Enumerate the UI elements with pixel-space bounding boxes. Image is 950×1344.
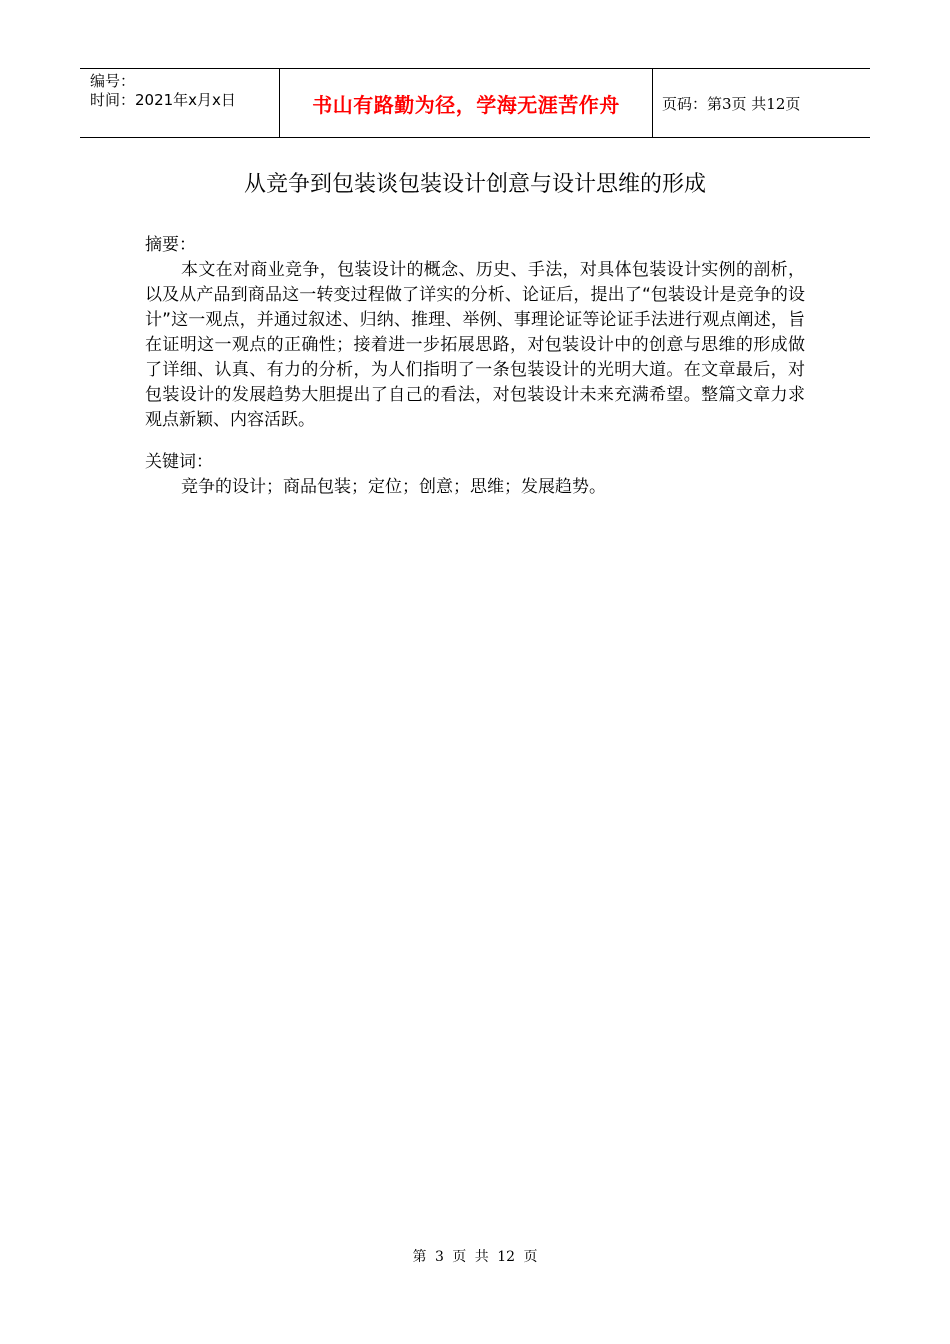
section-spacer: [145, 433, 805, 450]
header-motto: 书山有路勤为径，学海无涯苦作舟: [312, 92, 620, 117]
document-body: [145, 233, 805, 500]
header-page-info: 页码：第3页 共12页: [662, 94, 801, 113]
document-title: 从竞争到包装谈包装设计创意与设计思维的形成: [243, 172, 706, 197]
page-header: [80, 68, 870, 138]
document-date-label: 时间：2021年x月x日: [90, 91, 236, 109]
header-meta-cell: [80, 69, 280, 137]
abstract-text: 本文在对商业竞争，包装设计的概念、历史、手法，对具体包装设计实例的剖析，以及从产品到商品这一转变过程做了详实的分析、论证后，提出了“包装设计是竞争的设计”这一观点，并通过叙述、归纳、推理、举例、事理论证等论证手法进行观点阐述，旨在证明这一观点的正确性；接着进一步拓展思路，对包装设计中的创意与思维的形成做了详细、认真、有力的分析，为人们指明了一条包装设计的光明大道。在文章最后，对包装设计的发展趋势大胆提出了自己的看法，对包装设计未来充满希望。整篇文章力求观点新颖、内容活跃。: [145, 260, 805, 430]
header-motto-cell: [280, 69, 653, 137]
document-number-label: 编号：: [90, 72, 136, 90]
keywords-label: 关键词：: [145, 452, 213, 472]
header-page-cell: [653, 69, 870, 137]
page-footer: 第 3 页 共 12 页: [412, 1249, 538, 1265]
abstract-label: 摘要：: [145, 235, 196, 255]
keywords-text: 竞争的设计；商品包装；定位；创意；思维；发展趋势。: [181, 477, 606, 497]
